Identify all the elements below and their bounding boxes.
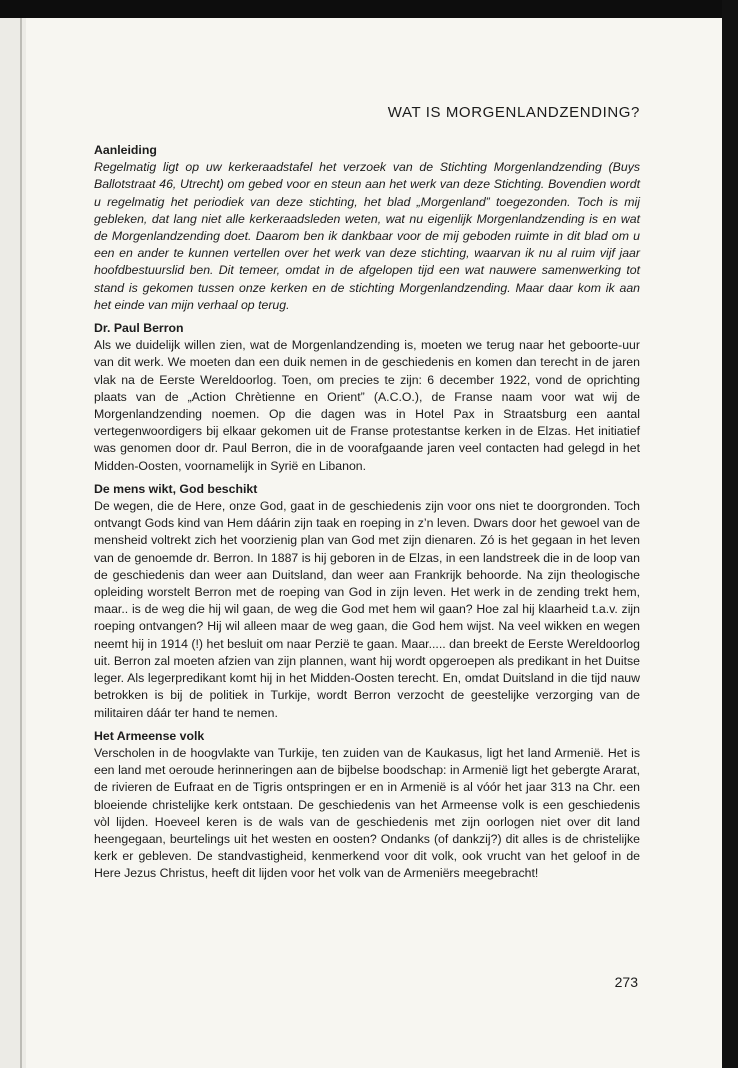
section-text: De wegen, die de Here, onze God, gaat in de geschiedenis zijn voor ons niet te doorgronden. Toch ontvangt Gods kind van Hem dáárin zijn taak en roeping in z’n leven. Dwars door het gewoel van de mensheid voltrekt zich het voorzienig plan van God met zijn dienaren. Zó is het gegaan in het leven van de genoemde dr. Berron. In 1887 is hij geboren in de Elzas, in een landstreek die in de loop van de geschiedenis dan weer aan Duitsland, dan weer aan Frankrijk behoorde. Na zijn theologische opleiding worstelt Berron met de roeping van God in zijn leven. Het werk in de zending trekt hem, maar.. is de weg die hij wil gaan, de weg die God met hem wil gaan? Hoe zal hij klaarheid t.a.v. zijn roeping ontvangen? Hij wil alleen maar de weg gaan, die God hem wijst. Na veel wikken en wegen neemt hij in 1914 (!) het besluit om naar Perzië te gaan. Maar..... dan breekt de Eerste Wereldoorlog uit. Berron zal moeten afzien van zijn plannen, want hij wordt opgeroepen als predikant in het Duitse leger. Als legerpredikant komt hij in het Midden-Oosten terecht. En, omdat Duitsland in die tijd nauw betrokken is bij de politiek in Turkije, wordt Berron verzocht de geestelijke verzorging van de militairen dáár ter hand te nemen.	[94, 499, 640, 720]
section-text: Regelmatig ligt op uw kerkeraadstafel het verzoek van de Stichting Morgenlandzending (Buys Ballotstraat 46, Utrecht) om gebed voor en steun aan het werk van deze Stichting. Bovendien wordt u regelmatig het periodiek van deze stichting, het blad „Morgenland” toegezonden. Toch is mij gebleken, dat lang niet alle kerkeraadsleden weten, wat nu eigenlijk Morgenlandzending is en wat de Morgenlandzending doet. Daarom ben ik dankbaar voor de mij geboden ruimte in dit blad om u een en ander te kunnen vertellen over het werk van deze stichting, waarvan ik nu al ruim vijf jaar hoofdbestuurslid ben. Dit temeer, omdat in de afgelopen tijd een wat nauwere samenwerking tot stand is gekomen tussen onze kerken en de stichting Morgenlandzending. Maar daar kom ik aan het einde van mijn verhaal op terug.	[94, 160, 640, 312]
page-title: WAT IS MORGENLANDZENDING?	[387, 104, 640, 121]
scan-left-margin	[0, 18, 26, 1068]
scan-top-border	[0, 0, 738, 18]
section-text: Verscholen in de hoogvlakte van Turkije, ten zuiden van de Kaukasus, ligt het land Armenië. Het is een land met oeroude herinneringen aan de bijbelse boodschap: in Armenië ligt het gebergte Ararat, de rivieren de Eufraat en de Tigris ontspringen er en in Armenië is al vóór het jaar 313 na Chr. een bloeiende christelijke kerk ontstaan. De geschiedenis van het Armeense volk is een geschiedenis vòl lijden. Hoeveel keren is de wals van de geschiedenis met zijn oorlogen niet over dit land heengegaan, beurtelings uit het westen en oosten? Ondanks (of dankzij?) dit alles is de christelijke kerk er gebleven. De standvastigheid, kenmerkend voor dit volk, ook vrucht van het geloof in de Here Jezus Christus, heeft dit lijden voor het volk van de Armeniërs meegebracht!	[94, 745, 640, 881]
page-binding-edge	[20, 18, 22, 1068]
section-heading: Het Armeense volk	[94, 728, 205, 743]
article-body	[94, 142, 640, 889]
section-aanleiding	[94, 142, 640, 314]
section-de-mens-wikt	[94, 481, 640, 722]
section-dr-paul-berron	[94, 320, 640, 475]
section-heading: De mens wikt, God beschikt	[94, 481, 258, 496]
section-heading: Dr. Paul Berron	[94, 321, 184, 336]
section-heading: Aanleiding	[94, 143, 157, 157]
page-number: 273	[614, 974, 638, 990]
scan-right-border	[722, 0, 738, 1068]
section-het-armeense-volk	[94, 728, 640, 883]
section-text: Als we duidelijk willen zien, wat de Morgenlandzending is, moeten we terug naar het geboorte-uur van dit werk. We moeten dan een duik nemen in de geschiedenis en komen dan terecht in de jaren vlak na de Eerste Wereldoorlog. Toen, om precies te zijn: 6 december 1922, vond de oprichting plaats van de „Action Chrètienne en Orient” (A.C.O.), de Franse naam voor wat wij de Morgenlandzending noemen. Op die dagen was in Hotel Pax in Straatsburg een aantal vertegenwoordigers bij elkaar gekomen uit de Franse protestantse kerken in de Elzas. Het initiatief was genomen door dr. Paul Berron, die in de voorafgaande jaren veel contacten had gelegd in het Midden-Oosten, voornamelijk in Syrië en Libanon.	[94, 338, 640, 473]
